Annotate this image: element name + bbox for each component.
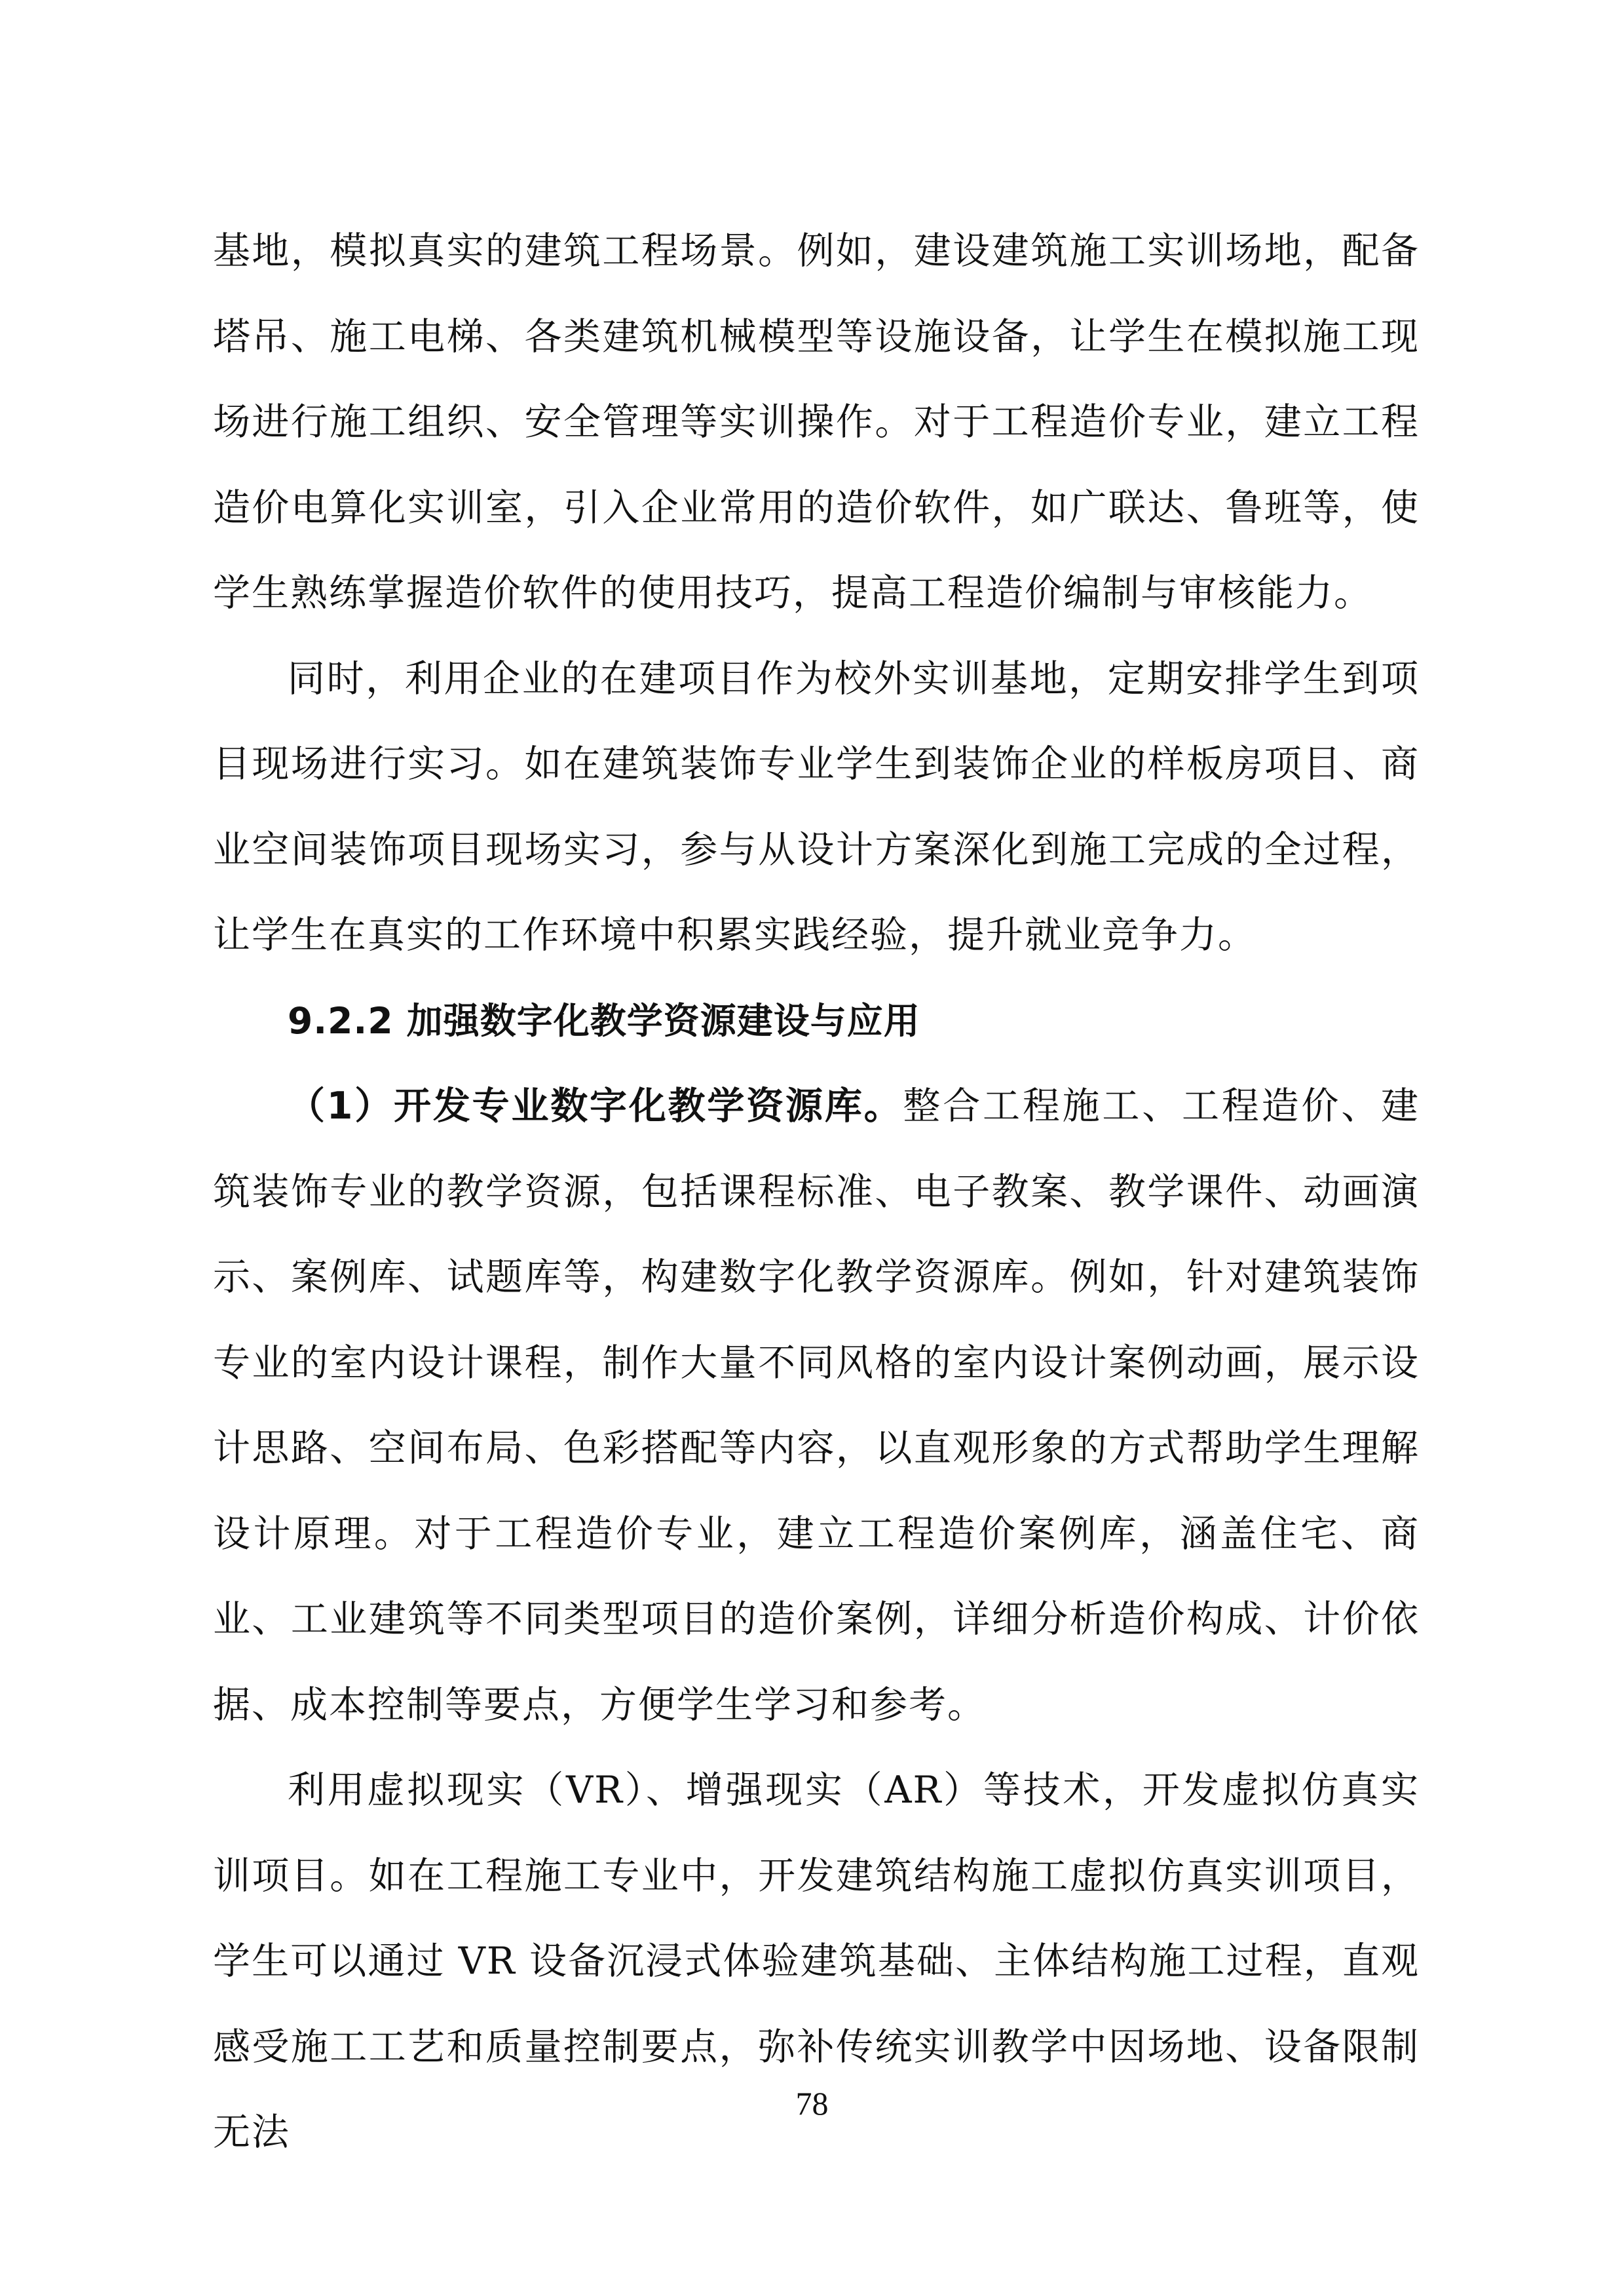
paragraph-external-base: 同时，利用企业的在建项目作为校外实训基地，定期安排学生到项目现场进行实习。如在建筑装饰专业学生到装饰企业的样板房项目、商业空间装饰项目现场实习，参与从设计方案深化到施工完成的全过程，让学生在真实的工作环境中积累实践经验，提升就业竞争力。 xyxy=(213,657,1420,957)
page-body xyxy=(213,208,1420,2175)
section-heading-9-2-2: 9.2.2 加强数字化教学资源建设与应用 xyxy=(288,999,920,1042)
paragraph-resource-library xyxy=(213,1063,1420,1748)
page-number: 78 xyxy=(795,2085,829,2122)
item-1-text: 整合工程施工、工程造价、建筑装饰专业的教学资源，包括课程标准、电子教案、教学课件、动画演示、案例库、试题库等，构建数字化教学资源库。例如，针对建筑装饰专业的室内设计课程，制作大量不同风格的室内设计案例动画，展示设计思路、空间布局、色彩搭配等内容，以直观形象的方式帮助学生理解设计原理。对于工程造价专业，建立工程造价案例库，涵盖住宅、商业、工业建筑等不同类型项目的造价案例，详细分析造价构成、计价依据、成本控制等要点，方便学生学习和参考。 xyxy=(213,1084,1420,1727)
paragraph-vr-ar: 利用虚拟现实（VR）、增强现实（AR）等技术，开发虚拟仿真实训项目。如在工程施工专业中，开发建筑结构施工虚拟仿真实训项目，学生可以通过 VR 设备沉浸式体验建筑基础、主体结构施工过程，直观感受施工工艺和质量控制要点，弥补传统实训教学中因场地、设备限制无法 xyxy=(213,1769,1420,2154)
paragraph-training-base: 基地，模拟真实的建筑工程场景。例如，建设建筑施工实训场地，配备塔吊、施工电梯、各类建筑机械模型等设施设备，让学生在模拟施工现场进行施工组织、安全管理等实训操作。对于工程造价专业，建立工程造价电算化实训室，引入企业常用的造价软件，如广联达、鲁班等，使学生熟练掌握造价软件的使用技巧，提高工程造价编制与审核能力。 xyxy=(213,229,1420,615)
item-1-lead: （1）开发专业数字化教学资源库。 xyxy=(288,1084,903,1128)
